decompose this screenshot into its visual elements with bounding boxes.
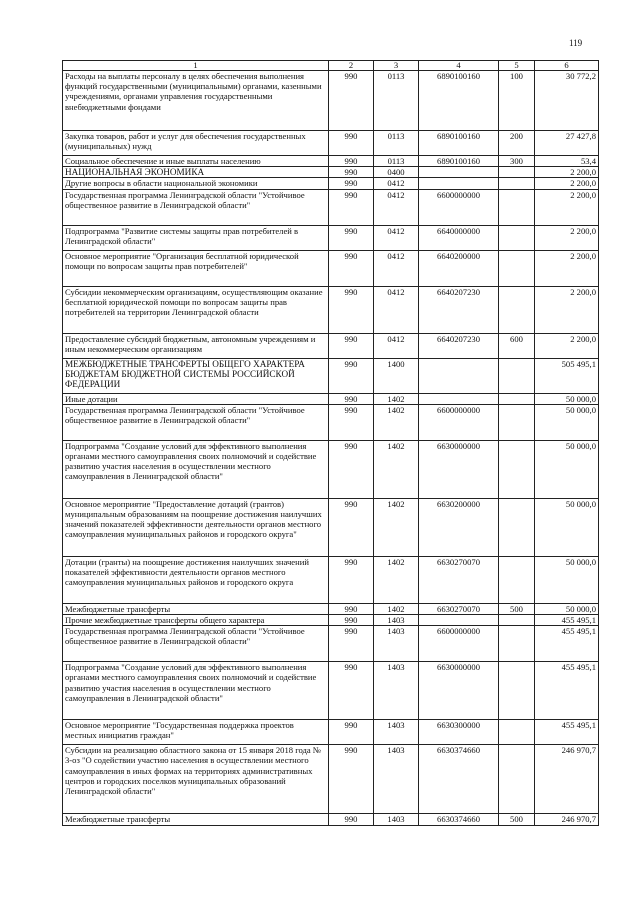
row-target-code-cell: 6640200000 <box>419 250 499 286</box>
row-type-code-cell <box>499 720 535 745</box>
table-row <box>63 333 599 358</box>
header-col-3: 3 <box>374 61 419 71</box>
row-type-code-cell <box>499 225 535 250</box>
row-type-code-cell <box>499 189 535 225</box>
row-name-cell: Субсидии на реализацию областного закона от 15 января 2018 года № 3-оз "О содействии участию населения в осуществлении местного самоуправления в иных формах на территориях административных центров и городских поселков муниципальных образований Ленинградской области" <box>63 745 329 814</box>
row-type-code-cell <box>499 358 535 393</box>
row-type-code-cell <box>499 393 535 404</box>
row-type-code-cell <box>499 662 535 720</box>
row-section-code-cell: 1402 <box>374 404 419 440</box>
table-row <box>63 626 599 662</box>
row-amount-cell: 2 200,0 <box>535 333 599 358</box>
row-amount-cell: 455 495,1 <box>535 662 599 720</box>
table-row <box>63 404 599 440</box>
table-row <box>63 814 599 826</box>
table-header-row <box>63 61 599 71</box>
row-admin-code-cell: 990 <box>329 814 374 826</box>
row-amount-cell: 50 000,0 <box>535 556 599 603</box>
row-admin-code-cell: 990 <box>329 156 374 167</box>
row-target-code-cell: 6630270070 <box>419 556 499 603</box>
row-name-cell: Закупка товаров, работ и услуг для обеспечения государственных (муниципальных) нужд <box>63 131 329 156</box>
row-type-code-cell <box>499 615 535 626</box>
header-col-5: 5 <box>499 61 535 71</box>
row-section-code-cell: 1403 <box>374 720 419 745</box>
row-amount-cell: 246 970,7 <box>535 814 599 826</box>
row-type-code-cell <box>499 440 535 498</box>
row-admin-code-cell: 990 <box>329 662 374 720</box>
row-section-code-cell: 0412 <box>374 250 419 286</box>
row-section-code-cell: 1403 <box>374 615 419 626</box>
row-admin-code-cell: 990 <box>329 286 374 333</box>
row-admin-code-cell: 990 <box>329 603 374 614</box>
header-col-4: 4 <box>419 61 499 71</box>
row-name-cell: Государственная программа Ленинградской области "Устойчивое общественное развитие в Ленинградской области" <box>63 626 329 662</box>
row-admin-code-cell: 990 <box>329 358 374 393</box>
table-row <box>63 440 599 498</box>
row-type-code-cell <box>499 250 535 286</box>
row-name-cell: Предоставление субсидий бюджетным, автономным учреждениям и иным некоммерческим организациям <box>63 333 329 358</box>
page-number: 119 <box>569 38 583 48</box>
row-section-code-cell: 0412 <box>374 189 419 225</box>
row-target-code-cell: 6640207230 <box>419 286 499 333</box>
row-admin-code-cell: 990 <box>329 615 374 626</box>
row-section-code-cell: 1403 <box>374 626 419 662</box>
row-amount-cell: 246 970,7 <box>535 745 599 814</box>
row-type-code-cell: 200 <box>499 131 535 156</box>
row-admin-code-cell: 990 <box>329 131 374 156</box>
table-row <box>63 662 599 720</box>
row-amount-cell: 50 000,0 <box>535 603 599 614</box>
row-admin-code-cell: 990 <box>329 250 374 286</box>
row-type-code-cell: 100 <box>499 71 535 131</box>
row-section-code-cell: 1403 <box>374 662 419 720</box>
row-amount-cell: 53,4 <box>535 156 599 167</box>
row-amount-cell: 2 200,0 <box>535 225 599 250</box>
row-amount-cell: 50 000,0 <box>535 498 599 556</box>
table-row <box>63 393 599 404</box>
row-name-cell: Основное мероприятие "Государственная поддержка проектов местных инициатив граждан" <box>63 720 329 745</box>
row-target-code-cell: 6890100160 <box>419 156 499 167</box>
row-amount-cell: 455 495,1 <box>535 720 599 745</box>
row-admin-code-cell: 990 <box>329 745 374 814</box>
row-type-code-cell <box>499 167 535 178</box>
header-col-6: 6 <box>535 61 599 71</box>
row-target-code-cell <box>419 167 499 178</box>
row-admin-code-cell: 990 <box>329 404 374 440</box>
row-type-code-cell: 300 <box>499 156 535 167</box>
row-name-cell: Другие вопросы в области национальной экономики <box>63 178 329 189</box>
row-type-code-cell: 600 <box>499 333 535 358</box>
row-name-cell: Прочие межбюджетные трансферты общего характера <box>63 615 329 626</box>
row-name-cell: Подпрограмма "Развитие системы защиты прав потребителей в Ленинградской области" <box>63 225 329 250</box>
row-name-cell: МЕЖБЮДЖЕТНЫЕ ТРАНСФЕРТЫ ОБЩЕГО ХАРАКТЕРА БЮДЖЕТАМ БЮДЖЕТНОЙ СИСТЕМЫ РОССИЙСКОЙ ФЕДЕРАЦИИ <box>63 358 329 393</box>
row-target-code-cell: 6640207230 <box>419 333 499 358</box>
table-row <box>63 615 599 626</box>
row-target-code-cell: 6600000000 <box>419 404 499 440</box>
row-admin-code-cell: 990 <box>329 189 374 225</box>
row-amount-cell: 2 200,0 <box>535 178 599 189</box>
row-section-code-cell: 1403 <box>374 814 419 826</box>
row-type-code-cell <box>499 745 535 814</box>
row-section-code-cell: 0113 <box>374 156 419 167</box>
row-amount-cell: 2 200,0 <box>535 286 599 333</box>
row-type-code-cell <box>499 178 535 189</box>
table-row <box>63 603 599 614</box>
row-amount-cell: 50 000,0 <box>535 440 599 498</box>
row-name-cell: Субсидии некоммерческим организациям, осуществляющим оказание бесплатной юридической помощи по вопросам защиты прав потребителей на территории Ленинградской области <box>63 286 329 333</box>
row-section-code-cell: 1402 <box>374 440 419 498</box>
row-target-code-cell: 6600000000 <box>419 626 499 662</box>
row-name-cell: Основное мероприятие "Предоставление дотаций (грантов) муниципальным образованиям на поощрение достижения наилучших значений показателей эффективности деятельности органов местного самоуправления муниципальных районов и городского округа" <box>63 498 329 556</box>
row-target-code-cell <box>419 615 499 626</box>
row-target-code-cell: 6890100160 <box>419 131 499 156</box>
row-admin-code-cell: 990 <box>329 626 374 662</box>
row-admin-code-cell: 990 <box>329 178 374 189</box>
header-col-1: 1 <box>63 61 329 71</box>
row-name-cell: Социальное обеспечение и иные выплаты населению <box>63 156 329 167</box>
table-row <box>63 156 599 167</box>
row-section-code-cell: 1400 <box>374 358 419 393</box>
row-amount-cell: 2 200,0 <box>535 250 599 286</box>
row-admin-code-cell: 990 <box>329 167 374 178</box>
row-target-code-cell: 6630000000 <box>419 440 499 498</box>
row-name-cell: Межбюджетные трансферты <box>63 603 329 614</box>
table-row <box>63 131 599 156</box>
row-target-code-cell: 6640000000 <box>419 225 499 250</box>
row-admin-code-cell: 990 <box>329 393 374 404</box>
table-row <box>63 358 599 393</box>
budget-table <box>62 60 599 826</box>
row-section-code-cell: 0412 <box>374 286 419 333</box>
row-admin-code-cell: 990 <box>329 440 374 498</box>
row-admin-code-cell: 990 <box>329 720 374 745</box>
row-target-code-cell <box>419 358 499 393</box>
row-amount-cell: 505 495,1 <box>535 358 599 393</box>
table-body <box>63 71 599 826</box>
table-row <box>63 178 599 189</box>
row-section-code-cell: 1402 <box>374 556 419 603</box>
table-row <box>63 225 599 250</box>
row-name-cell: Межбюджетные трансферты <box>63 814 329 826</box>
row-target-code-cell: 6630270070 <box>419 603 499 614</box>
row-type-code-cell <box>499 286 535 333</box>
table-row <box>63 745 599 814</box>
table-row <box>63 167 599 178</box>
row-target-code-cell: 6600000000 <box>419 189 499 225</box>
row-amount-cell: 27 427,8 <box>535 131 599 156</box>
table-row <box>63 720 599 745</box>
row-name-cell: Подпрограмма "Создание условий для эффективного выполнения органами местного самоуправления своих полномочий и содействие развитию участия населения в осуществлении местного самоуправления в Ленинградской области" <box>63 440 329 498</box>
row-type-code-cell <box>499 626 535 662</box>
table-row <box>63 71 599 131</box>
row-name-cell: Расходы на выплаты персоналу в целях обеспечения выполнения функций государственными (муниципальными) органами, казенными учреждениями, органами управления государственными внебюджетными фондами <box>63 71 329 131</box>
row-type-code-cell: 500 <box>499 603 535 614</box>
row-section-code-cell: 1402 <box>374 393 419 404</box>
row-section-code-cell: 0400 <box>374 167 419 178</box>
row-target-code-cell: 6630374660 <box>419 814 499 826</box>
table-row <box>63 189 599 225</box>
row-amount-cell: 455 495,1 <box>535 615 599 626</box>
row-section-code-cell: 0412 <box>374 225 419 250</box>
row-target-code-cell: 6890100160 <box>419 71 499 131</box>
row-section-code-cell: 1402 <box>374 498 419 556</box>
row-type-code-cell <box>499 498 535 556</box>
row-amount-cell: 50 000,0 <box>535 393 599 404</box>
row-target-code-cell: 6630200000 <box>419 498 499 556</box>
row-name-cell: Государственная программа Ленинградской области "Устойчивое общественное развитие в Ленинградской области" <box>63 189 329 225</box>
table-row <box>63 286 599 333</box>
row-name-cell: Подпрограмма "Создание условий для эффективного выполнения органами местного самоуправления своих полномочий и содействие развитию участия населения в осуществлении местного самоуправления в Ленинградской области" <box>63 662 329 720</box>
table-row <box>63 556 599 603</box>
table-row <box>63 250 599 286</box>
row-admin-code-cell: 990 <box>329 333 374 358</box>
row-name-cell: Дотации (гранты) на поощрение достижения наилучших значений показателей эффективности деятельности органов местного самоуправления муниципальных районов и городского округа <box>63 556 329 603</box>
row-section-code-cell: 0412 <box>374 333 419 358</box>
row-type-code-cell <box>499 404 535 440</box>
row-section-code-cell: 0113 <box>374 131 419 156</box>
row-admin-code-cell: 990 <box>329 71 374 131</box>
row-admin-code-cell: 990 <box>329 225 374 250</box>
row-section-code-cell: 0113 <box>374 71 419 131</box>
row-name-cell: Государственная программа Ленинградской области "Устойчивое общественное развитие в Ленинградской области" <box>63 404 329 440</box>
row-target-code-cell <box>419 178 499 189</box>
table-row <box>63 498 599 556</box>
row-section-code-cell: 1403 <box>374 745 419 814</box>
row-target-code-cell: 6630300000 <box>419 720 499 745</box>
row-type-code-cell: 500 <box>499 814 535 826</box>
row-amount-cell: 30 772,2 <box>535 71 599 131</box>
row-target-code-cell <box>419 393 499 404</box>
row-amount-cell: 2 200,0 <box>535 189 599 225</box>
row-amount-cell: 50 000,0 <box>535 404 599 440</box>
row-amount-cell: 2 200,0 <box>535 167 599 178</box>
row-admin-code-cell: 990 <box>329 498 374 556</box>
row-section-code-cell: 1402 <box>374 603 419 614</box>
row-section-code-cell: 0412 <box>374 178 419 189</box>
row-type-code-cell <box>499 556 535 603</box>
row-name-cell: НАЦИОНАЛЬНАЯ ЭКОНОМИКА <box>63 167 329 178</box>
row-amount-cell: 455 495,1 <box>535 626 599 662</box>
row-target-code-cell: 6630000000 <box>419 662 499 720</box>
row-name-cell: Иные дотации <box>63 393 329 404</box>
header-col-2: 2 <box>329 61 374 71</box>
row-admin-code-cell: 990 <box>329 556 374 603</box>
row-target-code-cell: 6630374660 <box>419 745 499 814</box>
row-name-cell: Основное мероприятие "Организация бесплатной юридической помощи по вопросам защиты прав потребителей" <box>63 250 329 286</box>
